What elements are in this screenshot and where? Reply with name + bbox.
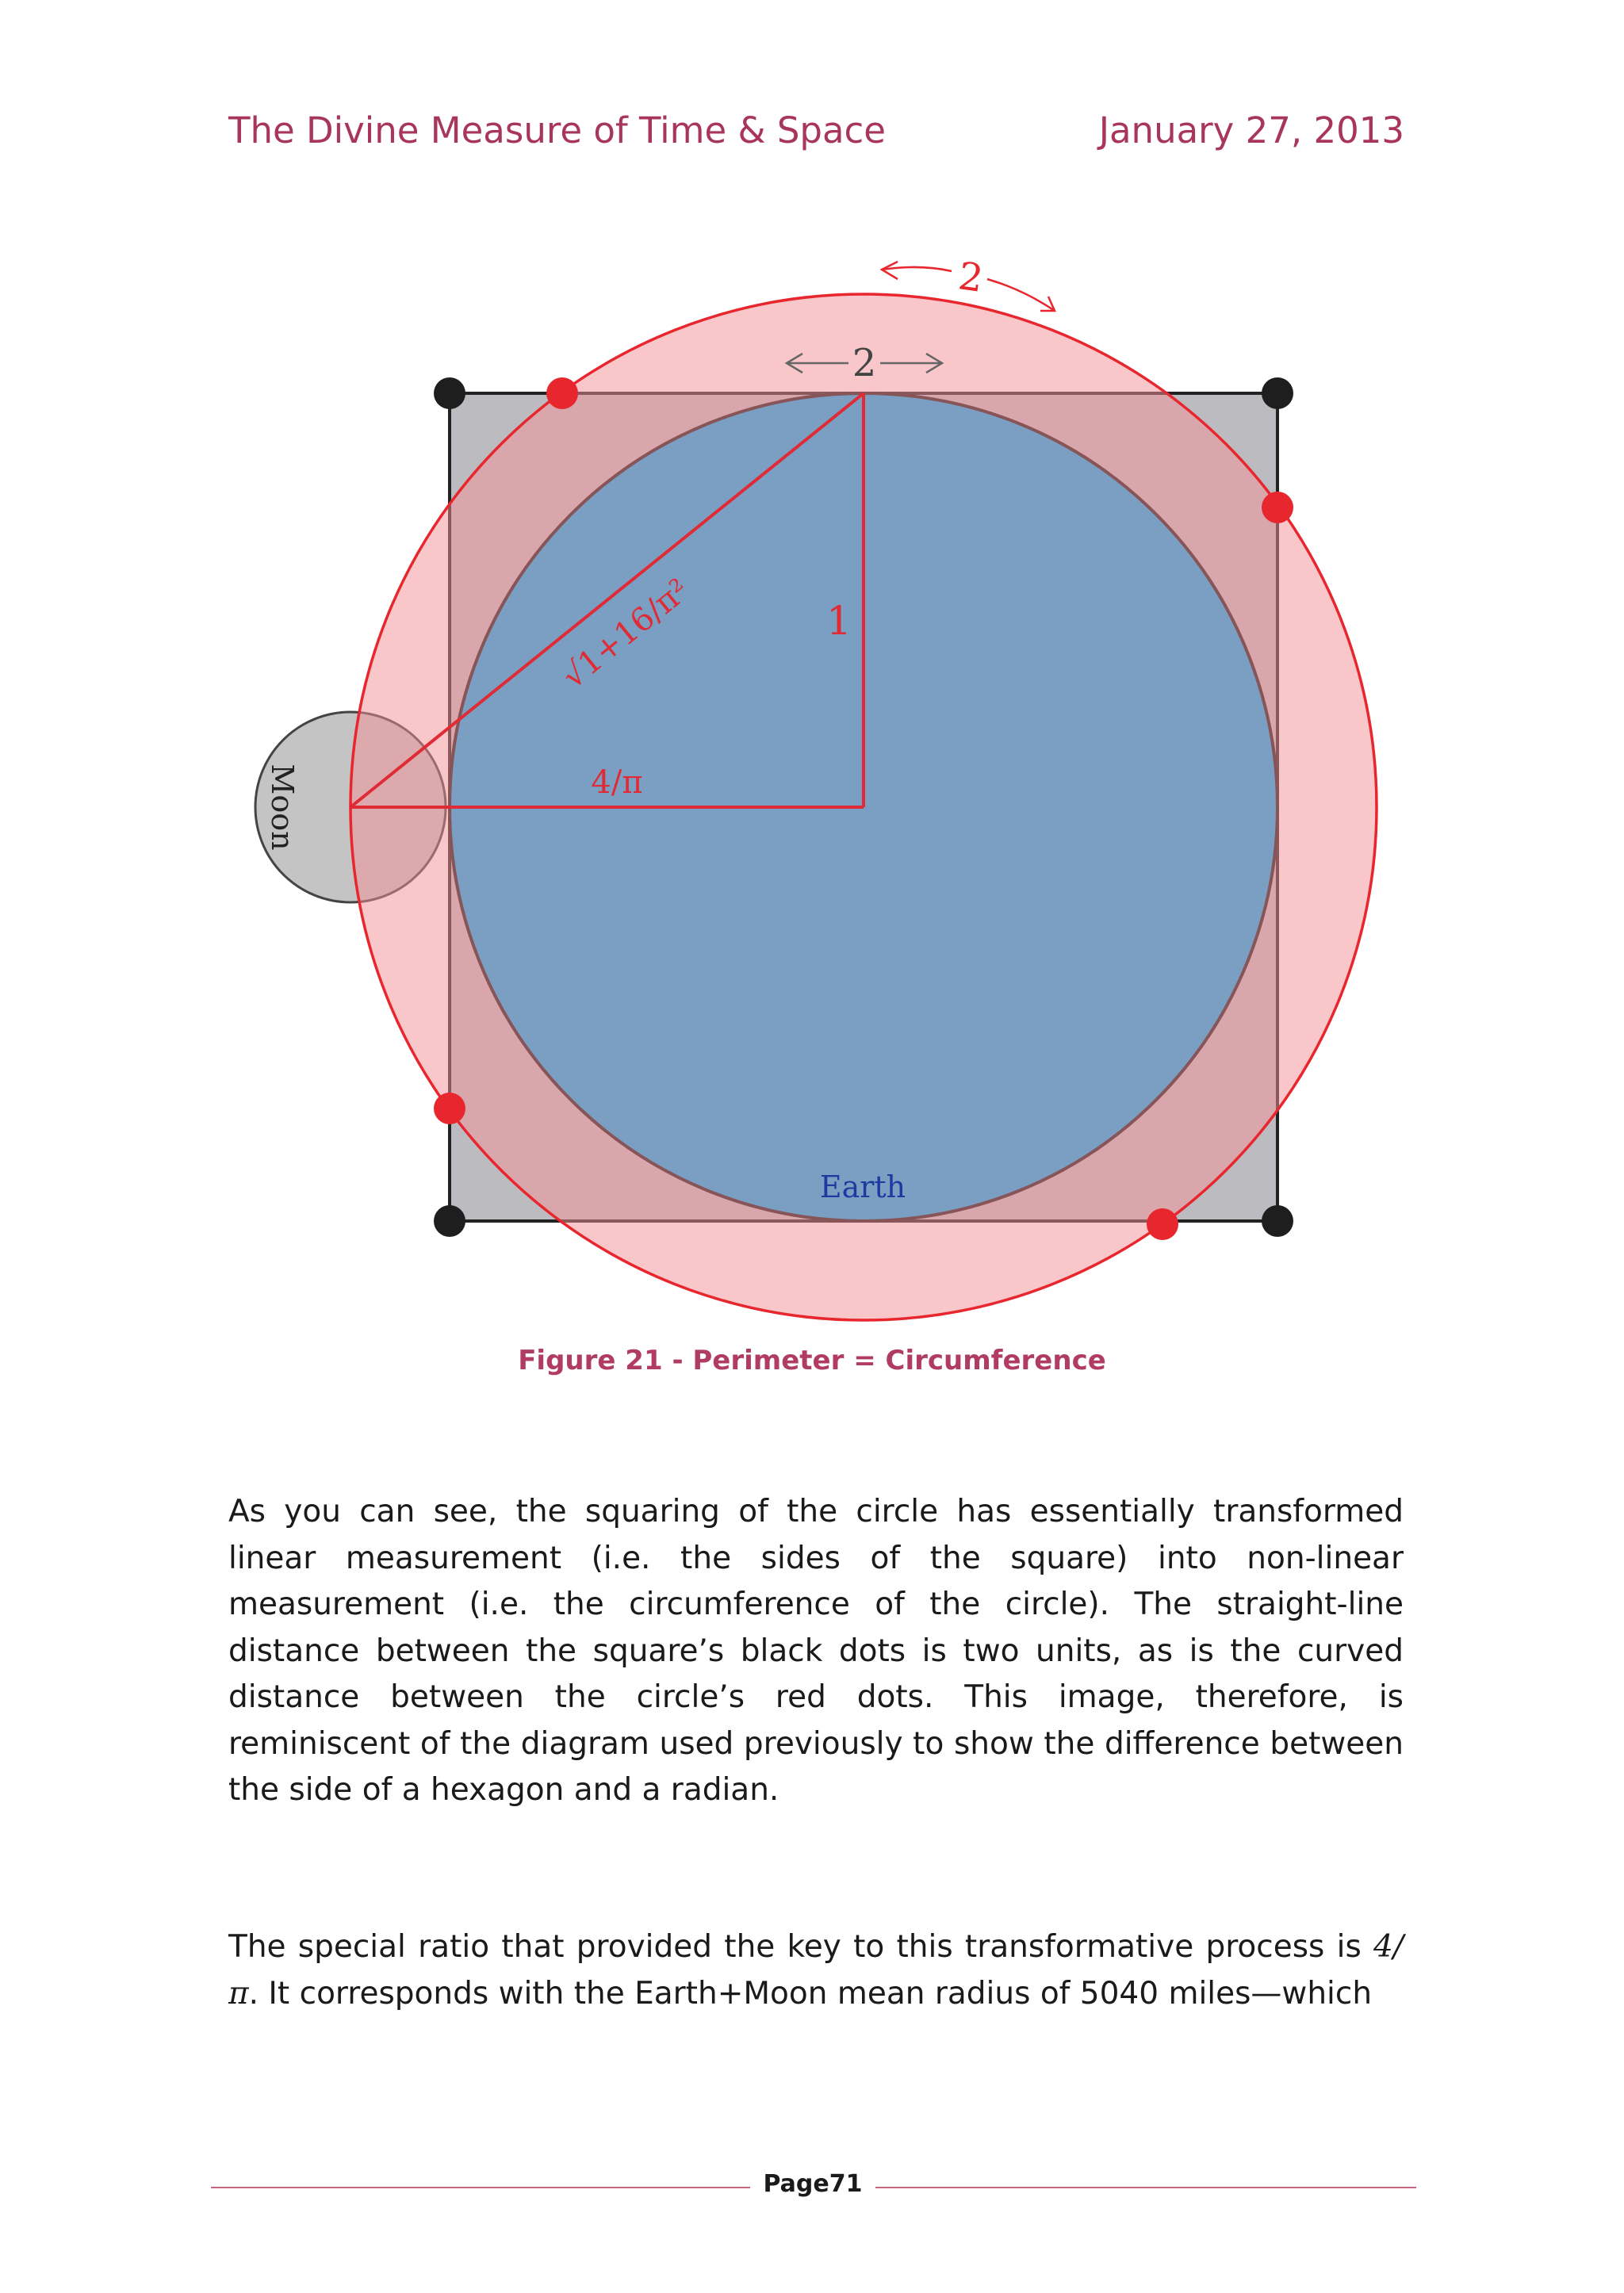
moon-label: Moon: [265, 764, 300, 851]
hypotenuse-label: √1+16/π²: [555, 572, 697, 696]
outer-arc-label: 2: [956, 254, 986, 301]
body-paragraph-1: As you can see, the squaring of the circle has essentially transformed linear measurement (i.e. the sides of the square) into non-linear measurement (i.e. the circumference of the circle). The straight-line distance between the square’s black dots is two units, as is the curved distance between the circle’s red dots. This image, therefore, is reminiscent of the diagram used previously to show the difference between the side of a hexagon and a radian.: [228, 1494, 1404, 1808]
figure-caption: Figure 21 - Perimeter = Circumference: [518, 1345, 1106, 1376]
page-number: Page71: [763, 2170, 863, 2198]
top-width-label: 2: [852, 341, 877, 385]
horizontal-side-label: 4/π: [591, 764, 643, 801]
paragraph-2-text-b: . It corresponds with the Earth+Moon mean radius of 5040 miles—which: [248, 1975, 1373, 2012]
earth-label: Earth: [819, 1169, 906, 1204]
body-paragraph-2: [228, 1924, 1404, 2017]
footer-rule-left: [211, 2187, 750, 2188]
vertical-side-label: 1: [826, 598, 852, 644]
paragraph-2-math: 4/π: [228, 1929, 1404, 2012]
running-header-title: The Divine Measure of Time & Space: [228, 109, 886, 151]
footer-rule-right: [875, 2187, 1416, 2188]
paragraph-2-text-a: The special ratio that provided the key to this transformative process is: [228, 1929, 1374, 1965]
running-header-date: January 27, 2013: [1098, 109, 1404, 151]
